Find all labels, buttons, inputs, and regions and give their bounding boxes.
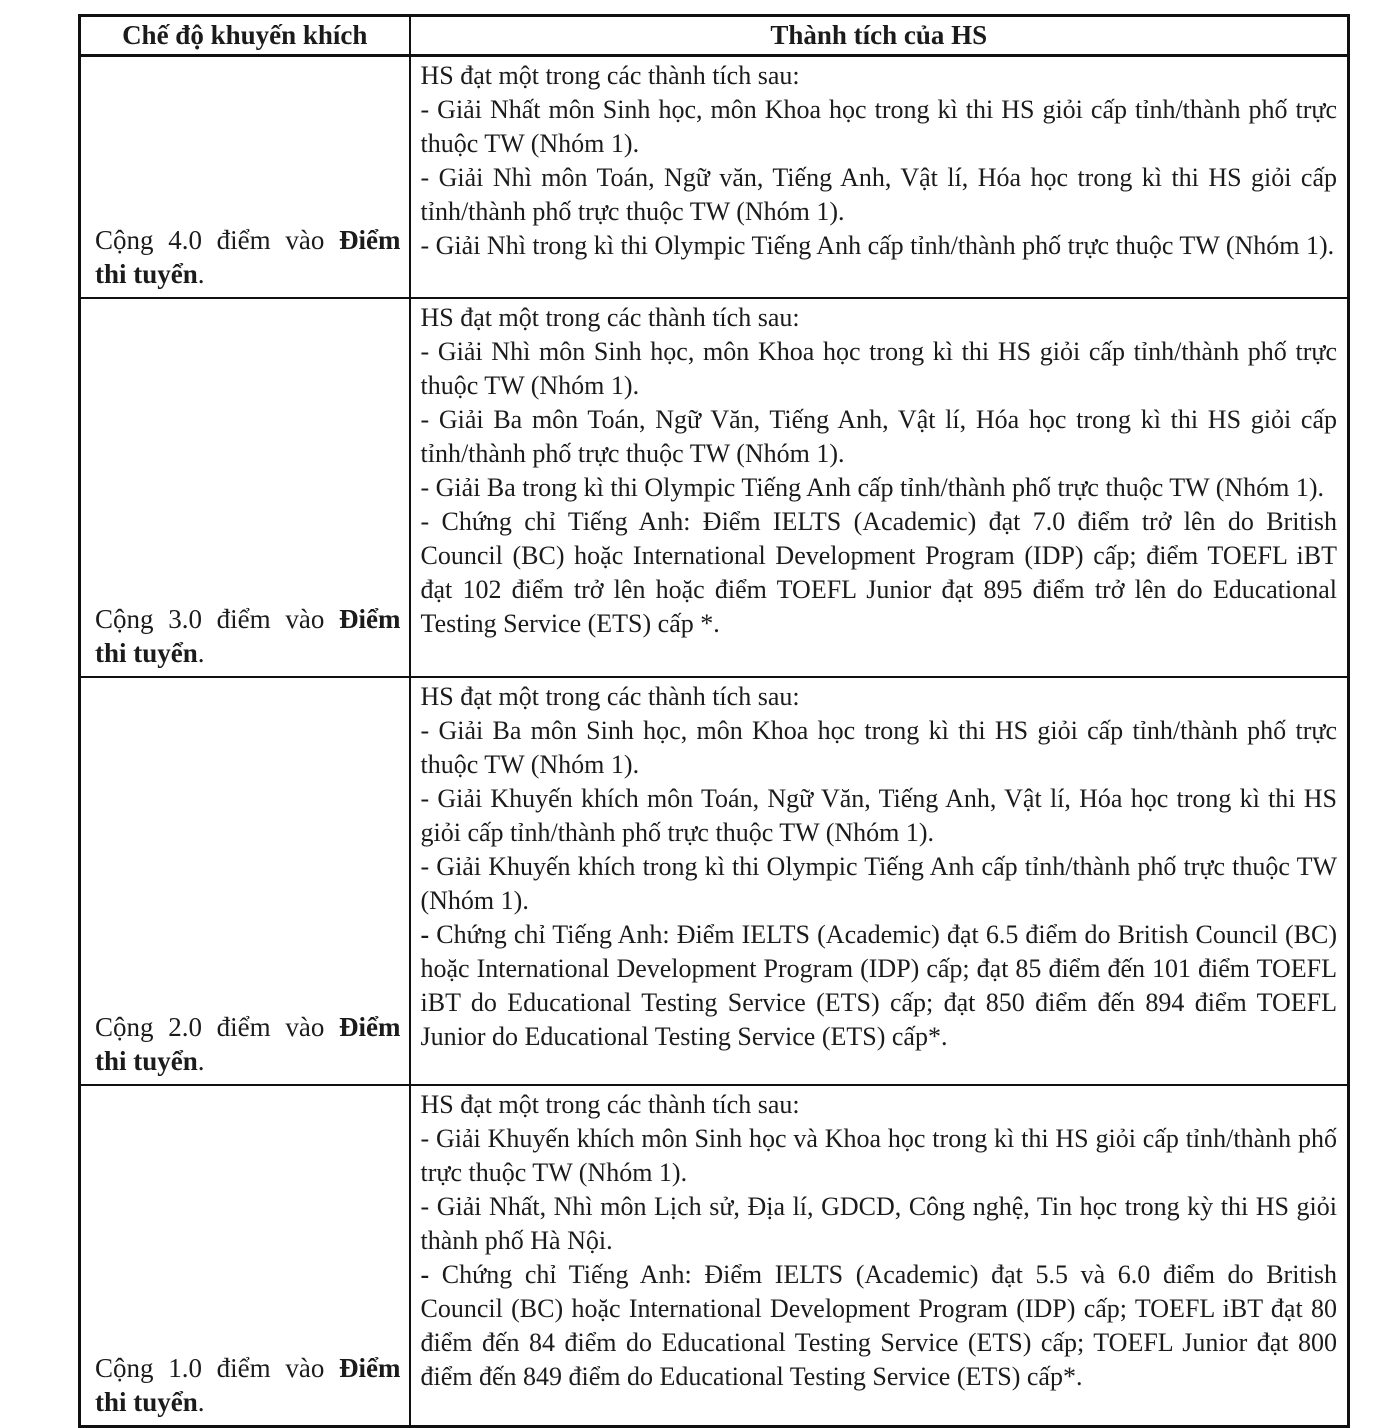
incentive-cell bbox=[80, 1085, 410, 1427]
achievement-item: - Chứng chỉ Tiếng Anh: Điểm IELTS (Academic) đạt 6.5 điểm do British Council (BC) hoặc International Development Program (IDP) cấp; đạt 85 điểm đến 101 điểm TOEFL iBT do Educational Testing Service (ETS) cấp; đạt 850 điểm đến 894 điểm TOEFL Junior do Educational Testing Service (ETS) cấp*. bbox=[420, 919, 1337, 1051]
header-cell-achievement: Thành tích của HS bbox=[410, 16, 1349, 56]
achievement-cell bbox=[410, 677, 1349, 1085]
achievement-item: - Chứng chỉ Tiếng Anh: Điểm IELTS (Academic) đạt 5.5 và 6.0 điểm do British Council (BC) hoặc International Development Program (IDP) cấp; TOEFL iBT đạt 80 điểm đến 84 điểm do Educational Testing Service (ETS) cấp; TOEFL Junior đạt 800 điểm đến 849 điểm do Educational Testing Service (ETS) cấp*. bbox=[420, 1259, 1337, 1391]
incentive-achievement-table bbox=[78, 14, 1350, 1428]
achievement-cell bbox=[410, 298, 1349, 677]
header-cell-incentive: Chế độ khuyến khích bbox=[80, 16, 410, 56]
achievement-item: - Giải Khuyến khích môn Toán, Ngữ Văn, Tiếng Anh, Vật lí, Hóa học trong kì thi HS giỏi cấp tỉnh/thành phố trực thuộc TW (Nhóm 1). bbox=[420, 783, 1337, 847]
achievement-item: - Giải Ba môn Toán, Ngữ Văn, Tiếng Anh, Vật lí, Hóa học trong kì thi HS giỏi cấp tỉnh/thành phố trực thuộc TW (Nhóm 1). bbox=[420, 404, 1337, 468]
achievement-item: - Giải Nhất môn Sinh học, môn Khoa học trong kì thi HS giỏi cấp tỉnh/thành phố trực thuộc TW (Nhóm 1). bbox=[420, 95, 1337, 158]
achievement-item: - Giải Ba trong kì thi Olympic Tiếng Anh cấp tỉnh/thành phố trực thuộc TW (Nhóm 1). bbox=[420, 472, 1325, 502]
achievement-item: - Giải Nhì môn Toán, Ngữ văn, Tiếng Anh, Vật lí, Hóa học trong kì thi HS giỏi cấp tỉnh/thành phố trực thuộc TW (Nhóm 1). bbox=[420, 163, 1337, 226]
achievement-item: - Giải Ba môn Sinh học, môn Khoa học trong kì thi HS giỏi cấp tỉnh/thành phố trực thuộc TW (Nhóm 1). bbox=[420, 715, 1337, 779]
table-row bbox=[80, 56, 1349, 298]
achievement-item: - Giải Khuyến khích môn Sinh học và Khoa học trong kì thi HS giỏi cấp tỉnh/thành phố trực thuộc TW (Nhóm 1). bbox=[420, 1123, 1337, 1187]
header-row bbox=[80, 16, 1349, 56]
achievement-intro: HS đạt một trong các thành tích sau: bbox=[420, 302, 800, 332]
achievement-item: - Chứng chỉ Tiếng Anh: Điểm IELTS (Academic) đạt 7.0 điểm trở lên do British Council (BC) hoặc International Development Program (IDP) cấp; điểm TOEFL iBT đạt 102 điểm trở lên hoặc điểm TOEFL Junior đạt 895 điểm trở lên do Educational Testing Service (ETS) cấp *. bbox=[420, 506, 1337, 638]
achievement-cell bbox=[410, 56, 1349, 298]
table-row bbox=[80, 1085, 1349, 1427]
achievement-intro: HS đạt một trong các thành tích sau: bbox=[420, 61, 800, 90]
table-row bbox=[80, 298, 1349, 677]
achievement-item: - Giải Nhì trong kì thi Olympic Tiếng Anh cấp tỉnh/thành phố trực thuộc TW (Nhóm 1). bbox=[420, 231, 1335, 260]
achievement-item: - Giải Khuyến khích trong kì thi Olympic Tiếng Anh cấp tỉnh/thành phố trực thuộc TW (Nhóm 1). bbox=[420, 851, 1337, 915]
incentive-text: Cộng 1.0 điểm vào Điểm thi tuyển. bbox=[95, 1353, 401, 1417]
incentive-text: Cộng 3.0 điểm vào Điểm thi tuyển. bbox=[95, 603, 401, 668]
table-row bbox=[80, 677, 1349, 1085]
achievement-item: - Giải Nhì môn Sinh học, môn Khoa học trong kì thi HS giỏi cấp tỉnh/thành phố trực thuộc TW (Nhóm 1). bbox=[420, 336, 1337, 400]
incentive-text: Cộng 4.0 điểm vào Điểm thi tuyển. bbox=[95, 224, 401, 289]
incentive-cell bbox=[80, 298, 410, 677]
achievement-intro: HS đạt một trong các thành tích sau: bbox=[420, 1089, 800, 1119]
incentive-text: Cộng 2.0 điểm vào Điểm thi tuyển. bbox=[95, 1011, 401, 1076]
achievement-cell bbox=[410, 1085, 1349, 1427]
incentive-cell bbox=[80, 677, 410, 1085]
achievement-intro: HS đạt một trong các thành tích sau: bbox=[420, 681, 800, 711]
achievement-item: - Giải Nhất, Nhì môn Lịch sử, Địa lí, GDCD, Công nghệ, Tin học trong kỳ thi HS giỏi thành phố Hà Nội. bbox=[420, 1191, 1337, 1255]
incentive-cell bbox=[80, 56, 410, 298]
